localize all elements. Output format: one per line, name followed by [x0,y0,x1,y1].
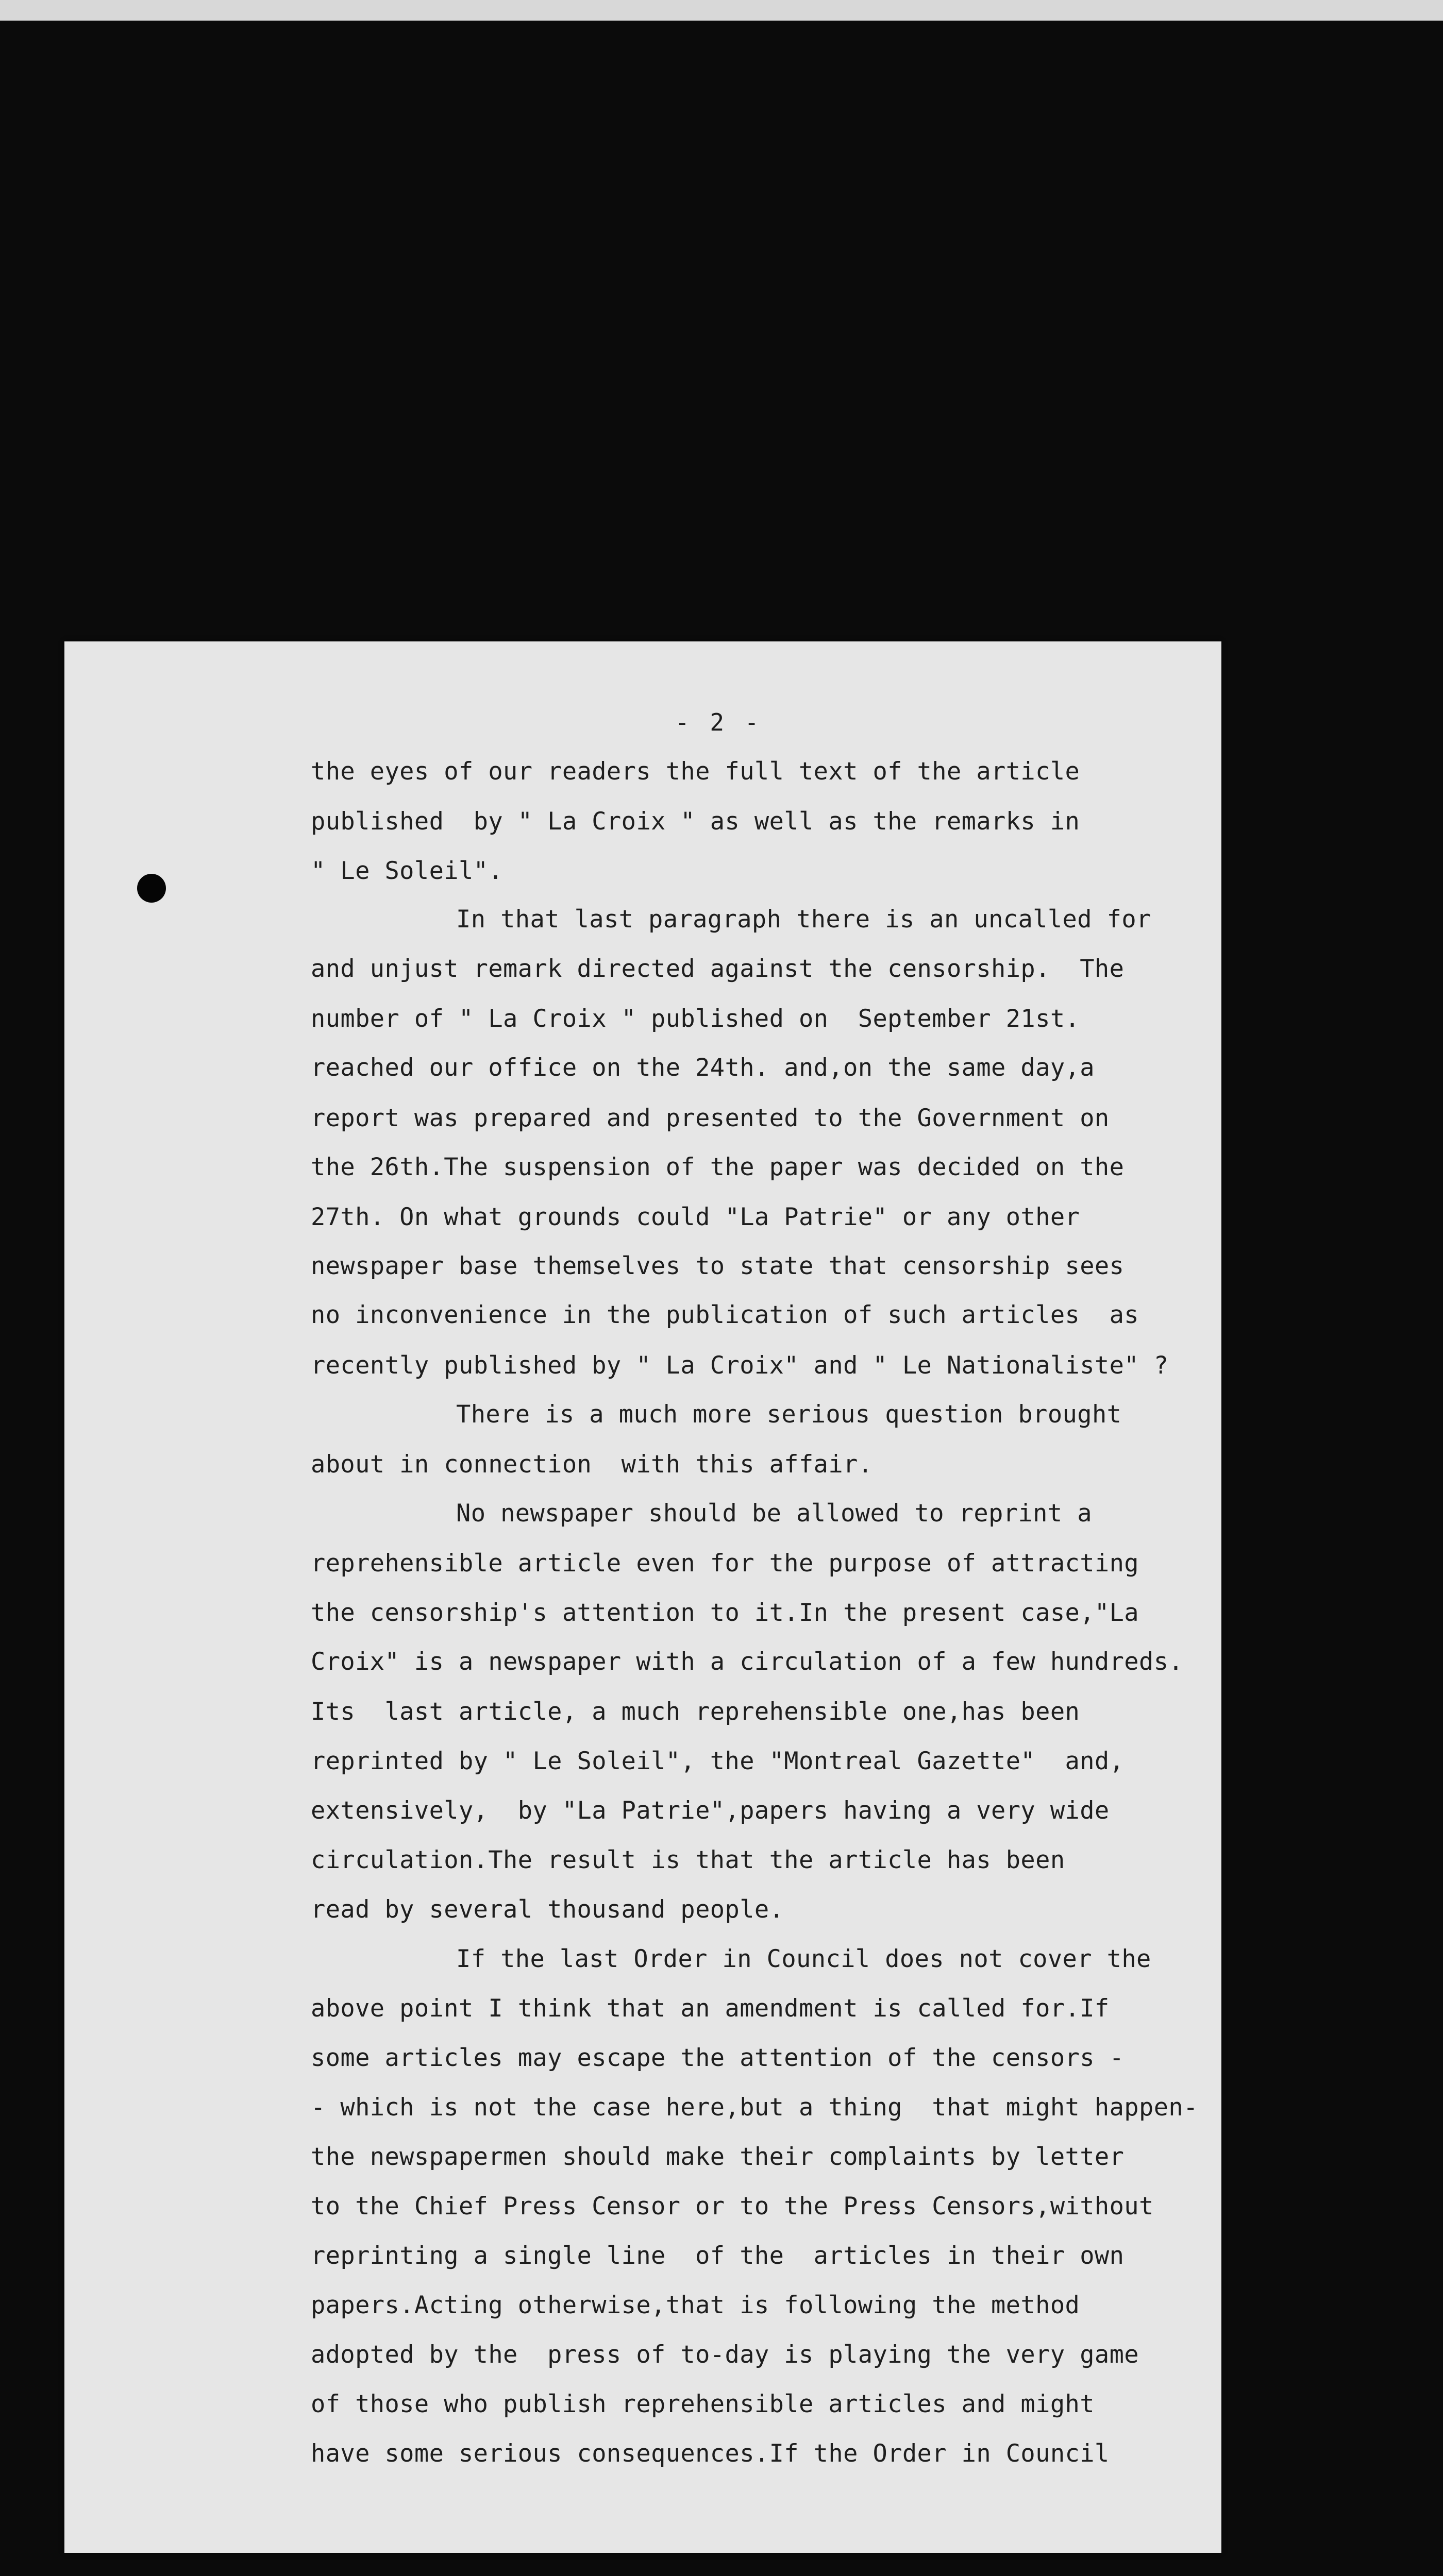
text-line: 27th. On what grounds could "La Patrie" or any other [311,1203,1080,1231]
text-line: published by " La Croix " as well as the remarks in [311,807,1080,836]
text-line: number of " La Croix " published on September 21st. [311,1005,1080,1033]
text-line: the eyes of our readers the full text of the article [311,757,1080,786]
text-line: reprinting a single line of the articles in their own [311,2242,1125,2270]
text-line: Croix" is a newspaper with a circulation of a few hundreds. [311,1648,1184,1676]
text-line: In that last paragraph there is an uncalled for [456,905,1151,934]
text-line: Its last article, a much reprehensible one,has been [311,1698,1080,1726]
typed-document-page [64,641,1221,2553]
text-line: no inconvenience in the publication of such articles as [311,1301,1139,1329]
text-line: the censorship's attention to it.In the present case,"La [311,1599,1139,1627]
text-line: extensively, by "La Patrie",papers having a very wide [311,1797,1110,1825]
text-line: " Le Soleil". [311,857,504,885]
page-number: - 2 - [675,708,762,736]
text-line: If the last Order in Council does not cover the [456,1945,1151,1973]
text-line: No newspaper should be allowed to reprint a [456,1499,1092,1528]
text-line: reprinted by " Le Soleil", the "Montreal Gazette" and, [311,1747,1125,1775]
punch-hole [137,874,166,903]
text-line: the newspapermen should make their complaints by letter [311,2143,1125,2171]
text-line: papers.Acting otherwise,that is following the method [311,2291,1080,2319]
text-line: read by several thousand people. [311,1895,784,1924]
text-line: about in connection with this affair. [311,1450,873,1479]
text-line: some articles may escape the attention of the censors - [311,2044,1125,2072]
text-line: report was prepared and presented to the Government on [311,1104,1110,1132]
text-line: of those who publish reprehensible articles and might [311,2390,1095,2418]
text-line: circulation.The result is that the article has been [311,1846,1065,1874]
text-line: There is a much more serious question brought [456,1400,1122,1429]
text-line: recently published by " La Croix" and " Le Nationaliste" ? [311,1351,1169,1380]
text-line: newspaper base themselves to state that censorship sees [311,1252,1125,1280]
text-line: above point I think that an amendment is called for.If [311,1994,1110,2023]
text-line: reached our office on the 24th. and,on the same day,a [311,1054,1095,1082]
text-line: to the Chief Press Censor or to the Press Censors,without [311,2192,1154,2221]
text-line: - which is not the case here,but a thing that might happen- [311,2093,1198,2122]
text-line: the 26th.The suspension of the paper was decided on the [311,1153,1125,1181]
film-top-strip [0,0,1443,21]
text-line: reprehensible article even for the purpose of attracting [311,1549,1139,1578]
text-line: adopted by the press of to-day is playing the very game [311,2341,1139,2369]
text-line: have some serious consequences.If the Order in Council [311,2439,1110,2468]
text-line: and unjust remark directed against the censorship. The [311,955,1125,983]
